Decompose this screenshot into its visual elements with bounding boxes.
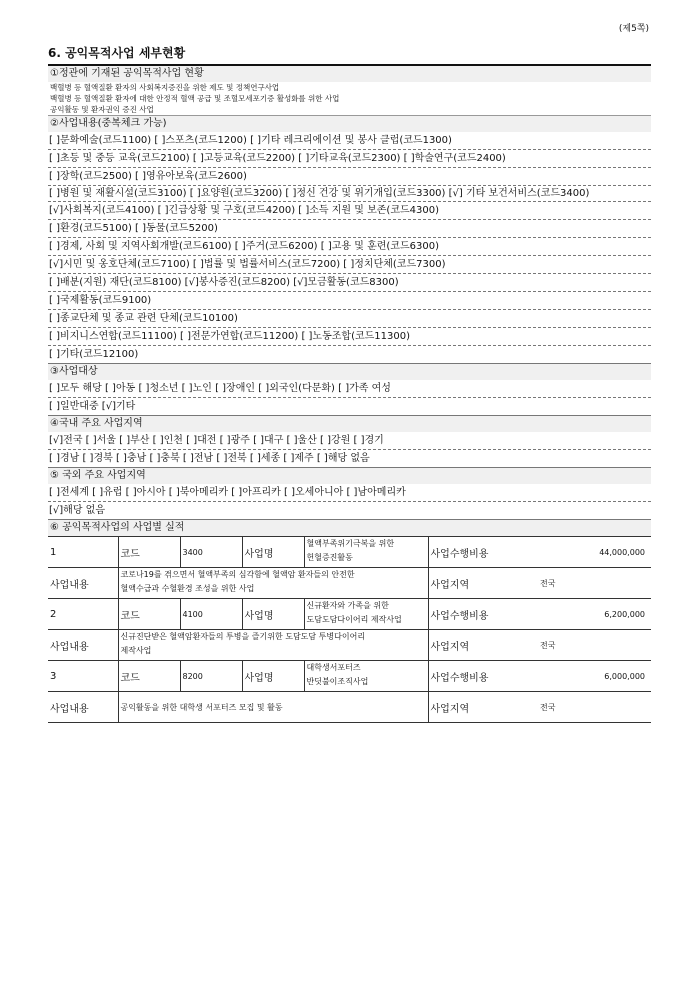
name-line: 헌혈증진활동 (306, 552, 353, 562)
table-row (48, 599, 651, 630)
name-line: 혈액부족위기극복을 위한 (306, 538, 395, 548)
business-content-line: [ ]장학(코드2500) [ ]영유아보육(코드2600) (48, 168, 651, 186)
business-content-line: [ ]종교단체 및 종교 관련 단체(코드10100) (48, 310, 651, 328)
cost-value: 44,000,000 (538, 537, 651, 568)
name-value (304, 599, 428, 630)
section-5-heading: ⑤ 국외 주요 사업지역 (48, 468, 651, 484)
section-3-heading: ③사업대상 (48, 364, 651, 380)
name-line: 대학생서포터즈 (306, 662, 361, 672)
content-value (118, 568, 428, 599)
code-value: 3400 (180, 537, 242, 568)
content-label: 사업내용 (48, 692, 118, 723)
row-number: 1 (48, 537, 118, 568)
section-2-heading: ②사업내용(중복체크 가능) (48, 116, 651, 132)
code-value: 4100 (180, 599, 242, 630)
target-line: [ ]일반대중 [√]기타 (48, 398, 651, 416)
name-value (304, 661, 428, 692)
business-content-line: [ ]문화예술(코드1100) [ ]스포츠(코드1200) [ ]기타 레크리에이션 및 봉사 클럽(코드1300) (48, 132, 651, 150)
content-label: 사업내용 (48, 568, 118, 599)
articles-purpose-line: 백혈병 등 혈액질환 환자에 대한 안정적 혈액 공급 및 조혈모세포기증 활성화를 위한 사업 (50, 94, 340, 103)
business-content-line: [ ]기타(코드12100) (48, 346, 651, 364)
target-line: [ ]모두 해당 [ ]아동 [ ]청소년 [ ]노인 [ ]장애인 [ ]외국인(다문화) [ ]가족 여성 (48, 380, 651, 398)
table-row (48, 568, 651, 599)
name-line: 신규환자와 가족을 위한 (306, 600, 389, 610)
business-content-line: [ ]병원 및 재활시설(코드3100) [ ]요양원(코드3200) [ ]정신 건강 및 위기개입(코드3300) [√] 기타 보건서비스(코드3400) (48, 186, 651, 202)
content-value: 공익활동을 위한 대학생 서포터즈 모집 및 활동 (118, 692, 428, 723)
articles-purpose-line: 공익활동 및 환자권익 증진 사업 (48, 104, 651, 116)
document-body (48, 41, 651, 723)
business-content-line: [ ]비지니스연합(코드11100) [ ]전문가연합(코드11200) [ ]노동조합(코드11300) (48, 328, 651, 346)
region-label: 사업지역 (428, 568, 538, 599)
region-value: 전국 (538, 630, 651, 661)
business-content-line: [ ]환경(코드5100) [ ]동물(코드5200) (48, 220, 651, 238)
name-line: 반딧불이조직사업 (306, 676, 369, 686)
business-content-line: [ ]초등 및 중등 교육(코드2100) [ ]고등교육(코드2200) [ ]기타교육(코드2300) [ ]학술연구(코드2400) (48, 150, 651, 168)
business-content-line: [ ]경제, 사회 및 지역사회개발(코드6100) [ ]주거(코드6200) [ ]고용 및 훈련(코드6300) (48, 238, 651, 256)
name-label: 사업명 (242, 661, 304, 692)
cost-label: 사업수행비용 (428, 599, 538, 630)
region-label: 사업지역 (428, 692, 538, 723)
section-4-heading: ④국내 주요 사업지역 (48, 416, 651, 432)
cost-value: 6,000,000 (538, 661, 651, 692)
code-label: 코드 (118, 599, 180, 630)
business-content-line: [√]사회복지(코드4100) [ ]긴급상황 및 구호(코드4200) [ ]소득 지원 및 보존(코드4300) (48, 202, 651, 220)
region-label: 사업지역 (428, 630, 538, 661)
region-value: 전국 (538, 692, 651, 723)
row-number: 3 (48, 661, 118, 692)
name-value (304, 537, 428, 568)
cost-value: 6,200,000 (538, 599, 651, 630)
name-label: 사업명 (242, 599, 304, 630)
row-number: 2 (48, 599, 118, 630)
business-content-line: [ ]배분(지원) 재단(코드8100) [√]봉사증진(코드8200) [√]모금활동(코드8300) (48, 274, 651, 292)
section-6-heading: ⑥ 공익목적사업의 사업별 실적 (48, 520, 651, 537)
table-row (48, 537, 651, 568)
code-value: 8200 (180, 661, 242, 692)
content-label: 사업내용 (48, 630, 118, 661)
business-content-line: [√]시민 및 옹호단체(코드7100) [ ]법률 및 법률서비스(코드7200) [ ]정치단체(코드7300) (48, 256, 651, 274)
section-title: 6. 공익목적사업 세부현황 (48, 41, 651, 66)
domestic-region-line: [√]전국 [ ]서울 [ ]부산 [ ]인천 [ ]대전 [ ]광주 [ ]대구 [ ]울산 [ ]강원 [ ]경기 (48, 432, 651, 450)
content-line: 신규진단받은 혈액암환자들의 투병을 즐기위한 도담도담 투병다이어리 (120, 631, 366, 641)
cost-label: 사업수행비용 (428, 537, 538, 568)
performance-table (48, 537, 651, 723)
content-line: 코로나19를 겪으면서 혈액부족의 심각함에 혈액암 환자들의 안전한 (120, 569, 355, 579)
domestic-region-line: [ ]경남 [ ]경북 [ ]충남 [ ]충북 [ ]전남 [ ]전북 [ ]세종 [ ]제주 [ ]해당 없음 (48, 450, 651, 468)
overseas-region-line: [√]해당 없음 (48, 502, 651, 520)
section-1-heading: ①정관에 기재된 공익목적사업 현황 (48, 66, 651, 82)
name-label: 사업명 (242, 537, 304, 568)
table-row (48, 661, 651, 692)
code-label: 코드 (118, 661, 180, 692)
content-value (118, 630, 428, 661)
business-content-line: [ ]국제활동(코드9100) (48, 292, 651, 310)
cost-label: 사업수행비용 (428, 661, 538, 692)
content-line: 혈액수급과 수혈환경 조성을 위한 사업 (120, 583, 255, 593)
name-line: 도담도담다이어리 제작사업 (306, 614, 402, 624)
code-label: 코드 (118, 537, 180, 568)
page-number-label: (제5쪽) (618, 24, 649, 34)
table-row (48, 630, 651, 661)
articles-purpose-line: 백혈병 등 혈액질환 환자의 사회복지증진을 위한 제도 및 정책연구사업 (50, 83, 280, 92)
content-line: 제작사업 (120, 645, 152, 655)
region-value: 전국 (538, 568, 651, 599)
overseas-region-line: [ ]전세계 [ ]유럽 [ ]아시아 [ ]북아메리카 [ ]아프리카 [ ]오세아니아 [ ]남아메리카 (48, 484, 651, 502)
table-row (48, 692, 651, 723)
